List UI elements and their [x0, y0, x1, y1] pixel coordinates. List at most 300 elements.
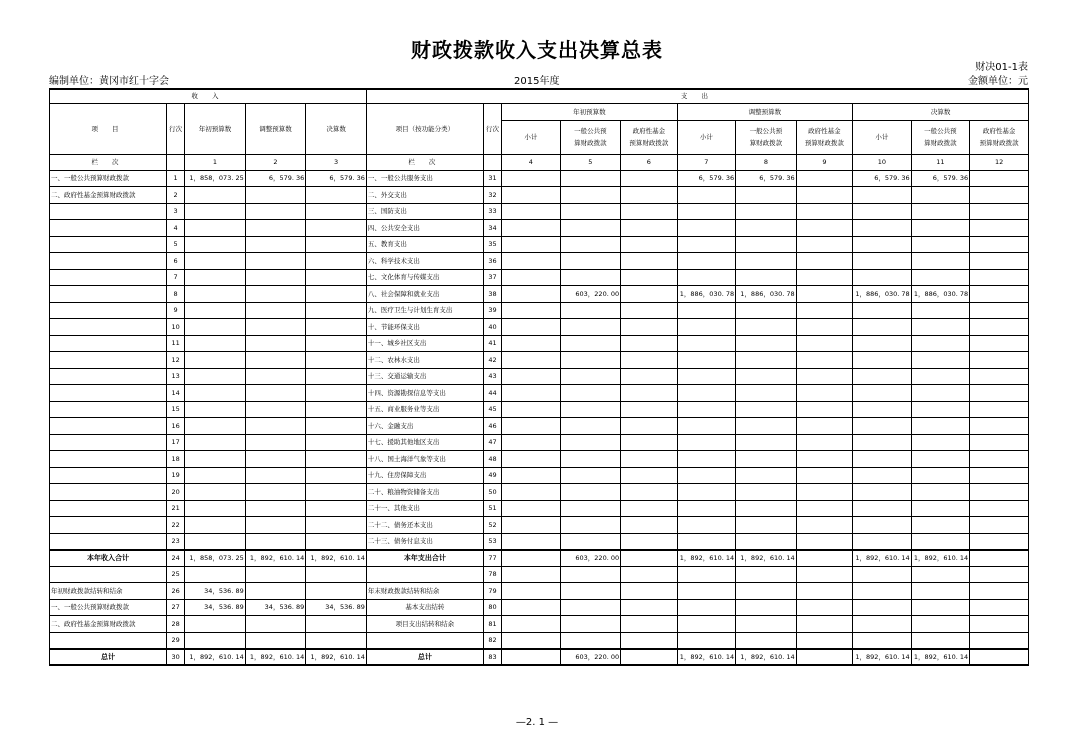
table-row [50, 533, 1029, 550]
table-cell-ex-item: 十四、资源勘探信息等支出 [366, 385, 483, 402]
table-cell-v10 [853, 269, 912, 286]
table-cell-v12 [970, 583, 1029, 600]
table-cell-ex-item: 十六、金融支出 [366, 418, 483, 435]
table-cell-in-s [185, 187, 246, 204]
table-cell-in-s [185, 269, 246, 286]
table-cell-in-line: 21 [167, 500, 185, 517]
table-cell-in-item [50, 484, 167, 501]
table-cell-v9 [796, 335, 853, 352]
table-cell-v5 [560, 302, 621, 319]
table-cell-in-line: 11 [167, 335, 185, 352]
table-cell-v7 [677, 583, 736, 600]
table-cell-v4 [502, 484, 561, 501]
table-cell-in-item [50, 253, 167, 270]
sub-fund: 政府性基金 预算财政拨款 [621, 120, 678, 154]
table-cell-in-line: 23 [167, 533, 185, 550]
table-cell-in-a [245, 517, 306, 534]
table-cell-v11 [911, 335, 970, 352]
table-cell-v12 [970, 352, 1029, 369]
table-cell-ex-line: 38 [483, 286, 501, 303]
table-cell-v9 [796, 467, 853, 484]
table-cell-v5 [560, 533, 621, 550]
table-cell-in-item [50, 236, 167, 253]
table-cell-v5 [560, 203, 621, 220]
table-row [50, 616, 1029, 633]
table-cell-v5 [560, 632, 621, 649]
table-cell-in-item [50, 451, 167, 468]
table-row [50, 253, 1029, 270]
table-cell-v8 [736, 500, 797, 517]
table-cell-ex-item: 九、医疗卫生与计划生育支出 [366, 302, 483, 319]
table-cell-v5 [560, 566, 621, 583]
table-row [50, 401, 1029, 418]
table-cell-v4 [502, 418, 561, 435]
table-cell-in-f [306, 352, 367, 369]
table-cell-v4 [502, 352, 561, 369]
table-cell-v8 [736, 220, 797, 237]
table-cell-v4 [502, 517, 561, 534]
table-cell-v6 [621, 649, 678, 666]
table-cell-v5 [560, 467, 621, 484]
table-cell-v6 [621, 434, 678, 451]
table-cell-in-item: 二、政府性基金预算财政拨款 [50, 187, 167, 204]
table-cell-v10 [853, 352, 912, 369]
table-cell-v11 [911, 220, 970, 237]
table-cell-v6 [621, 368, 678, 385]
table-cell-in-s: 34，536. 89 [185, 583, 246, 600]
table-cell-v9 [796, 286, 853, 303]
table-cell-v10 [853, 253, 912, 270]
table-cell-ex-line: 32 [483, 187, 501, 204]
table-cell-v6 [621, 286, 678, 303]
table-cell-in-line: 10 [167, 319, 185, 336]
table-cell-v4 [502, 632, 561, 649]
table-cell-in-line: 7 [167, 269, 185, 286]
table-cell-v4 [502, 302, 561, 319]
table-cell-v8 [736, 253, 797, 270]
table-cell-v9 [796, 368, 853, 385]
table-cell-v6 [621, 517, 678, 534]
sub-subtotal: 小计 [853, 120, 912, 154]
table-cell-v10 [853, 368, 912, 385]
table-cell-v12 [970, 319, 1029, 336]
table-cell-v7 [677, 484, 736, 501]
lc-num: 2 [245, 154, 306, 170]
table-cell-ex-item: 十九、住房保障支出 [366, 467, 483, 484]
table-cell-v5 [560, 368, 621, 385]
table-cell-v7 [677, 599, 736, 616]
table-cell-ex-item: 六、科学技术支出 [366, 253, 483, 270]
table-row [50, 467, 1029, 484]
table-cell-v12 [970, 616, 1029, 633]
table-cell-in-f: 1，892，610. 14 [306, 649, 367, 666]
table-cell-v7 [677, 203, 736, 220]
table-cell-v10 [853, 599, 912, 616]
table-cell-v6 [621, 385, 678, 402]
table-cell-ex-item: 本年支出合计 [366, 550, 483, 567]
grp-adjusted: 调整预算数 [677, 103, 853, 120]
table-cell-v9 [796, 220, 853, 237]
table-cell-v5 [560, 253, 621, 270]
expense-group-header: 支 出 [366, 89, 1028, 103]
table-cell-v8 [736, 368, 797, 385]
table-cell-v10 [853, 451, 912, 468]
table-cell-v11 [911, 599, 970, 616]
table-row [50, 220, 1029, 237]
table-cell-v9 [796, 401, 853, 418]
table-cell-v6 [621, 236, 678, 253]
table-row [50, 434, 1029, 451]
table-cell-in-s [185, 533, 246, 550]
table-cell-v9 [796, 632, 853, 649]
table-cell-v8 [736, 335, 797, 352]
table-cell-v8 [736, 599, 797, 616]
table-cell-v10 [853, 203, 912, 220]
table-cell-ex-line: 47 [483, 434, 501, 451]
table-row [50, 632, 1029, 649]
table-cell-in-a: 34，536. 89 [245, 599, 306, 616]
sub-general: 一般公共预 算财政拨款 [560, 120, 621, 154]
table-cell-v5 [560, 418, 621, 435]
table-cell-v9 [796, 616, 853, 633]
table-cell-in-s [185, 319, 246, 336]
table-cell-v11 [911, 434, 970, 451]
table-cell-in-a [245, 319, 306, 336]
table-cell-v6 [621, 352, 678, 369]
table-cell-v10 [853, 401, 912, 418]
table-cell-ex-line: 37 [483, 269, 501, 286]
org-label: 编制单位：黄冈市红十字会 [49, 76, 169, 87]
table-cell-ex-item: 十五、商业服务业等支出 [366, 401, 483, 418]
table-cell-v7 [677, 632, 736, 649]
lc-num: 4 [502, 154, 561, 170]
table-cell-v11 [911, 352, 970, 369]
table-cell-v8 [736, 269, 797, 286]
table-cell-in-f [306, 418, 367, 435]
table-cell-in-a [245, 352, 306, 369]
table-row [50, 517, 1029, 534]
table-cell-ex-line: 43 [483, 368, 501, 385]
table-cell-v7 [677, 236, 736, 253]
table-cell-in-item [50, 385, 167, 402]
table-cell-in-item [50, 566, 167, 583]
table-cell-in-a [245, 533, 306, 550]
table-body [50, 170, 1029, 665]
table-cell-v11 [911, 632, 970, 649]
table-cell-in-a [245, 401, 306, 418]
table-cell-in-item [50, 632, 167, 649]
table-cell-ex-item: 四、公共安全支出 [366, 220, 483, 237]
table-cell-ex-item: 十、节能环保支出 [366, 319, 483, 336]
table-cell-in-f [306, 500, 367, 517]
table-cell-in-item [50, 434, 167, 451]
table-cell-in-line: 8 [167, 286, 185, 303]
table-cell-v7 [677, 253, 736, 270]
table-cell-v9 [796, 517, 853, 534]
table-cell-v6 [621, 335, 678, 352]
table-cell-in-s [185, 632, 246, 649]
table-cell-v11 [911, 401, 970, 418]
table-cell-v11 [911, 319, 970, 336]
table-cell-in-a [245, 632, 306, 649]
table-cell-v5: 603，220. 00 [560, 550, 621, 567]
table-cell-in-item [50, 335, 167, 352]
table-row [50, 335, 1029, 352]
table-cell-v7 [677, 434, 736, 451]
table-cell-in-a [245, 467, 306, 484]
table-cell-v9 [796, 269, 853, 286]
table-cell-in-item [50, 467, 167, 484]
table-row [50, 385, 1029, 402]
table-cell-v10 [853, 583, 912, 600]
table-cell-v9 [796, 434, 853, 451]
table-cell-in-line: 13 [167, 368, 185, 385]
table-cell-in-a [245, 451, 306, 468]
table-cell-v7 [677, 517, 736, 534]
table-cell-v11 [911, 583, 970, 600]
income-group-header: 收 入 [50, 89, 367, 103]
table-cell-v9 [796, 484, 853, 501]
table-cell-v9 [796, 187, 853, 204]
table-cell-v10: 6，579. 36 [853, 170, 912, 187]
table-cell-v4 [502, 550, 561, 567]
table-cell-ex-line: 48 [483, 451, 501, 468]
table-cell-v11 [911, 253, 970, 270]
empty-cell [483, 154, 501, 170]
table-cell-v9 [796, 550, 853, 567]
lc-label: 栏 次 [50, 154, 167, 170]
table-cell-v9 [796, 236, 853, 253]
table-cell-ex-line: 51 [483, 500, 501, 517]
table-row [50, 484, 1029, 501]
sub-general: 一般公共预 算财政拨款 [911, 120, 970, 154]
lc-num: 7 [677, 154, 736, 170]
table-cell-v5 [560, 269, 621, 286]
table-cell-v12 [970, 236, 1029, 253]
table-cell-v7 [677, 368, 736, 385]
table-cell-v8 [736, 352, 797, 369]
table-cell-v5 [560, 385, 621, 402]
table-cell-v7 [677, 269, 736, 286]
table-cell-in-line: 27 [167, 599, 185, 616]
table-cell-v8 [736, 632, 797, 649]
table-cell-ex-item: 十一、城乡社区支出 [366, 335, 483, 352]
page-title: 财政拨款收入支出决算总表 [411, 38, 663, 62]
table-cell-ex-item: 五、教育支出 [366, 236, 483, 253]
table-cell-in-item: 年初财政拨款结转和结余 [50, 583, 167, 600]
table-cell-v12 [970, 434, 1029, 451]
table-cell-in-line: 1 [167, 170, 185, 187]
table-cell-in-f [306, 286, 367, 303]
table-cell-in-f [306, 616, 367, 633]
table-cell-in-item [50, 401, 167, 418]
table-cell-in-line: 5 [167, 236, 185, 253]
table-cell-in-f [306, 583, 367, 600]
table-cell-in-f [306, 484, 367, 501]
table-cell-v4 [502, 533, 561, 550]
table-cell-v5 [560, 352, 621, 369]
table-cell-ex-item: 二十三、债务付息支出 [366, 533, 483, 550]
table-cell-v5 [560, 500, 621, 517]
table-cell-in-f [306, 467, 367, 484]
table-cell-in-line: 15 [167, 401, 185, 418]
table-cell-v4 [502, 467, 561, 484]
table-cell-v5 [560, 335, 621, 352]
table-cell-v11 [911, 187, 970, 204]
table-cell-ex-item [366, 566, 483, 583]
table-cell-in-item: 本年收入合计 [50, 550, 167, 567]
table-cell-v11: 6，579. 36 [911, 170, 970, 187]
table-cell-v8 [736, 533, 797, 550]
table-cell-v6 [621, 170, 678, 187]
table-cell-v12 [970, 170, 1029, 187]
table-cell-v6 [621, 451, 678, 468]
table-cell-v11: 1，886，030. 78 [911, 286, 970, 303]
table-cell-in-item [50, 517, 167, 534]
table-cell-v7 [677, 451, 736, 468]
table-cell-in-f [306, 319, 367, 336]
table-row [50, 187, 1029, 204]
table-cell-v8 [736, 583, 797, 600]
table-cell-v11 [911, 269, 970, 286]
table-cell-v11 [911, 451, 970, 468]
table-cell-v8 [736, 401, 797, 418]
table-cell-in-line: 18 [167, 451, 185, 468]
lc-num: 9 [796, 154, 853, 170]
table-cell-in-s: 1，858，073. 25 [185, 550, 246, 567]
table-cell-v6 [621, 583, 678, 600]
table-cell-v9 [796, 533, 853, 550]
table-cell-in-s [185, 253, 246, 270]
col-budget-start: 年初预算数 [185, 103, 246, 154]
table-cell-v8 [736, 319, 797, 336]
form-code: 财决01-1表 [975, 62, 1028, 73]
table-cell-v9 [796, 302, 853, 319]
table-cell-ex-line: 31 [483, 170, 501, 187]
table-row [50, 550, 1029, 567]
table-cell-v11 [911, 203, 970, 220]
table-cell-v11: 1，892，610. 14 [911, 649, 970, 666]
lc-num: 5 [560, 154, 621, 170]
table-cell-in-line: 24 [167, 550, 185, 567]
sub-subtotal: 小计 [502, 120, 561, 154]
table-cell-v11: 1，892，610. 14 [911, 550, 970, 567]
table-cell-v7 [677, 385, 736, 402]
table-row [50, 566, 1029, 583]
table-cell-v6 [621, 484, 678, 501]
table-cell-v7 [677, 352, 736, 369]
table-cell-in-f [306, 533, 367, 550]
table-cell-v6 [621, 401, 678, 418]
sub-subtotal: 小计 [677, 120, 736, 154]
table-cell-in-item: 二、政府性基金预算财政拨款 [50, 616, 167, 633]
sub-general: 一般公共预 算财政拨款 [736, 120, 797, 154]
table-cell-ex-line: 35 [483, 236, 501, 253]
table-cell-in-s [185, 467, 246, 484]
table-cell-v11 [911, 385, 970, 402]
table-cell-in-s [185, 368, 246, 385]
table-cell-v12 [970, 484, 1029, 501]
table-row [50, 269, 1029, 286]
table-cell-in-line: 30 [167, 649, 185, 666]
table-cell-v10 [853, 467, 912, 484]
table-cell-ex-item: 二十二、债务还本支出 [366, 517, 483, 534]
table-cell-in-f: 1，892，610. 14 [306, 550, 367, 567]
table-row [50, 170, 1029, 187]
table-cell-v11 [911, 500, 970, 517]
table-cell-in-a: 1，892，610. 14 [245, 550, 306, 567]
table-cell-v9 [796, 203, 853, 220]
table-cell-in-f [306, 385, 367, 402]
table-cell-in-s [185, 484, 246, 501]
table-cell-in-s [185, 451, 246, 468]
table-cell-v7 [677, 319, 736, 336]
table-cell-v12 [970, 385, 1029, 402]
table-cell-in-s [185, 302, 246, 319]
table-cell-v5 [560, 599, 621, 616]
table-cell-in-a [245, 368, 306, 385]
table-row [50, 583, 1029, 600]
table-cell-v9 [796, 385, 853, 402]
table-cell-ex-line: 40 [483, 319, 501, 336]
unit-label: 金额单位：元 [968, 76, 1028, 87]
table-cell-in-line: 19 [167, 467, 185, 484]
table-cell-v5 [560, 319, 621, 336]
table-cell-v5 [560, 583, 621, 600]
table-cell-in-item [50, 302, 167, 319]
table-cell-v4 [502, 500, 561, 517]
table-cell-v8 [736, 467, 797, 484]
lc-label: 栏 次 [366, 154, 483, 170]
table-cell-in-line: 14 [167, 385, 185, 402]
table-cell-in-f: 6，579. 36 [306, 170, 367, 187]
table-cell-v6 [621, 467, 678, 484]
table-cell-v9 [796, 352, 853, 369]
table-cell-v8 [736, 451, 797, 468]
table-cell-v12 [970, 368, 1029, 385]
table-cell-ex-item: 二、外交支出 [366, 187, 483, 204]
lc-num: 10 [853, 154, 912, 170]
table-cell-v8 [736, 236, 797, 253]
table-cell-v4 [502, 385, 561, 402]
table-cell-in-s [185, 500, 246, 517]
col-line2: 行次 [483, 103, 501, 154]
table-cell-v12 [970, 566, 1029, 583]
table-cell-v11 [911, 484, 970, 501]
table-cell-v7 [677, 467, 736, 484]
table-cell-in-item [50, 368, 167, 385]
table-cell-v4 [502, 616, 561, 633]
table-cell-v12 [970, 335, 1029, 352]
table-cell-v7 [677, 616, 736, 633]
table-cell-in-a [245, 302, 306, 319]
table-cell-v12 [970, 500, 1029, 517]
table-cell-v8: 1，892，610. 14 [736, 649, 797, 666]
table-row [50, 368, 1029, 385]
table-cell-v12 [970, 203, 1029, 220]
table-row [50, 451, 1029, 468]
table-cell-in-a [245, 236, 306, 253]
table-cell-v8 [736, 187, 797, 204]
table-cell-ex-line: 42 [483, 352, 501, 369]
table-cell-v10 [853, 385, 912, 402]
table-cell-in-s [185, 352, 246, 369]
table-row [50, 649, 1029, 666]
table-cell-ex-item: 八、社会保障和就业支出 [366, 286, 483, 303]
table-cell-ex-item: 十三、交通运输支出 [366, 368, 483, 385]
table-cell-ex-item: 二十、粮油物资储备支出 [366, 484, 483, 501]
table-cell-ex-line: 41 [483, 335, 501, 352]
